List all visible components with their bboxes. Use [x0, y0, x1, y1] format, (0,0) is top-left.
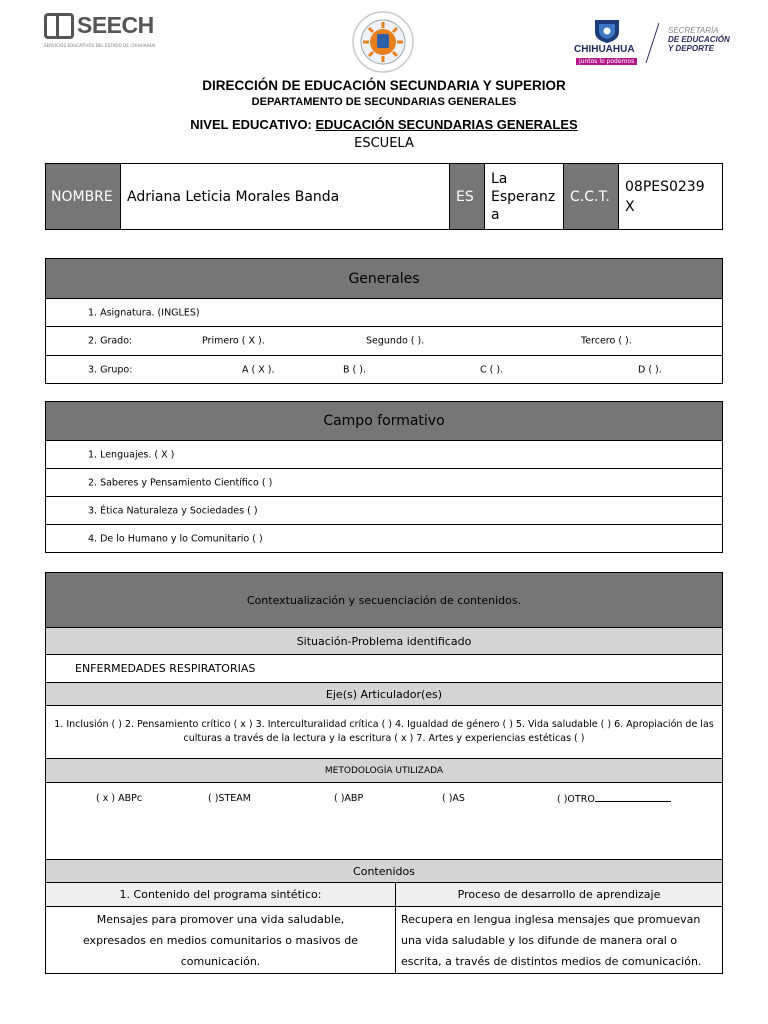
cct-label: C.C.T. [564, 164, 619, 230]
gov-name: CHIHUAHUA [574, 44, 635, 55]
metodo-as: ( )AS [442, 793, 465, 804]
col2-header: Proceso de desarrollo de aprendizaje [396, 883, 723, 907]
contextualizacion-table [45, 572, 723, 974]
metodo-otro [557, 793, 671, 805]
nombre-value: Adriana Leticia Morales Banda [121, 164, 450, 230]
metodo-abpc: ( x ) ABPc [96, 793, 143, 804]
col1-header: 1. Contenido del programa sintético: [46, 883, 396, 907]
metodologia-label: METODOLOGÍA UTILIZADA [46, 759, 723, 783]
grado-primero: Primero ( X ). [202, 335, 265, 347]
generales-table [45, 258, 723, 384]
gov-tagline: juntos lo podemos [576, 58, 637, 65]
es-value: La Esperanz a [485, 164, 564, 230]
campo-item [46, 469, 723, 497]
contexto-title: Contextualización y secuenciación de contenidos. [46, 573, 723, 628]
grupo-a: A ( X ). [242, 364, 275, 375]
situacion-label: Situación-Problema identificado [46, 628, 723, 655]
grupo-d: D ( ). [638, 364, 662, 375]
campo-item [46, 497, 723, 525]
campo-item-4: 4. De lo Humano y lo Comunitario ( ) [88, 533, 263, 544]
grupo-row [46, 356, 723, 384]
grupo-label: 3. Grupo: [88, 364, 133, 375]
grupo-c: C ( ). [480, 364, 504, 375]
campo-item-3: 3. Ética Naturaleza y Sociedades ( ) [88, 505, 258, 516]
title-departamento: DEPARTAMENTO DE SECUNDARIAS GENERALES [251, 96, 517, 108]
asignatura-text: 1. Asignatura. (INGLES) [88, 307, 200, 318]
seech-logo-text: SEECH [77, 12, 154, 38]
metodo-otro-text: ( )OTRO [557, 794, 595, 805]
nivel-value: EDUCACIÓN SECUNDARIAS GENERALES [315, 117, 578, 132]
secretaria-line2: DE EDUCACIÓN [668, 35, 730, 44]
metodo-abp: ( )ABP [334, 793, 364, 804]
contenidos-label: Contenidos [46, 860, 723, 883]
grado-tercero: Tercero ( ). [581, 335, 632, 347]
campo-item [46, 525, 723, 553]
title-direccion: DIRECCIÓN DE EDUCACIÓN SECUNDARIA Y SUPERIOR [202, 78, 566, 93]
campo-item-2: 2. Saberes y Pensamiento Científico ( ) [88, 477, 273, 488]
campo-item-1: 1. Lenguajes. ( X ) [88, 449, 175, 460]
secretaria-name [668, 26, 730, 53]
campo-item [46, 441, 723, 469]
grado-label: 2. Grado: [88, 335, 133, 347]
grado-segundo: Segundo ( ). [366, 335, 425, 347]
otro-blank-line [595, 793, 671, 802]
seech-logo-subtitle: SERVICIOS EDUCATIVOS DEL ESTADO DE CHIHUAHUA [44, 43, 156, 48]
ejes-label: Eje(s) Articulador(es) [46, 683, 723, 706]
ejes-value: 1. Inclusión ( ) 2. Pensamiento crítico ( x ) 3. Interculturalidad crítica ( ) 4. Igualdad de género ( ) 5. Vida saludable ( ) 6. Apropiación de las culturas a través de la lectura y la escritura ( x ) 7. Artes y experiencias estéticas ( ) [46, 706, 723, 759]
state-shield-icon [592, 18, 622, 44]
logo-divider [646, 23, 660, 63]
nivel-label: NIVEL EDUCATIVO: [190, 117, 316, 132]
generales-title: Generales [46, 259, 723, 299]
campo-title: Campo formativo [46, 402, 723, 441]
government-logo [574, 16, 740, 70]
campo-formativo-table [45, 401, 723, 553]
asignatura-row [46, 299, 723, 327]
es-label: ES [450, 164, 485, 230]
col2-value: Recupera en lengua inglesa mensajes que promuevan una vida saludable y los difunde de manera oral o escrita, a través de distintos medios de comunicación. [396, 907, 723, 974]
metodo-steam: ( )STEAM [208, 793, 251, 804]
secretaria-line3: Y DEPORTE [668, 44, 714, 53]
escuela-label: ESCUELA [354, 136, 414, 151]
official-seal-icon [344, 10, 422, 74]
seech-logo [44, 12, 190, 62]
nombre-label: NOMBRE [46, 164, 121, 230]
col1-value: Mensajes para promover una vida saludable, expresados en medios comunitarios o masivos de comunicación. [46, 907, 396, 974]
grado-row [46, 327, 723, 356]
title-nivel [0, 117, 768, 132]
cct-value: 08PES0239 X [619, 164, 723, 230]
situacion-value: ENFERMEDADES RESPIRATORIAS [46, 655, 723, 683]
grupo-b: B ( ). [343, 364, 366, 375]
metodologia-options [46, 783, 723, 860]
identity-table [45, 163, 723, 230]
book-icon [44, 13, 74, 39]
secretaria-line1: SECRETARÍA [668, 26, 719, 35]
